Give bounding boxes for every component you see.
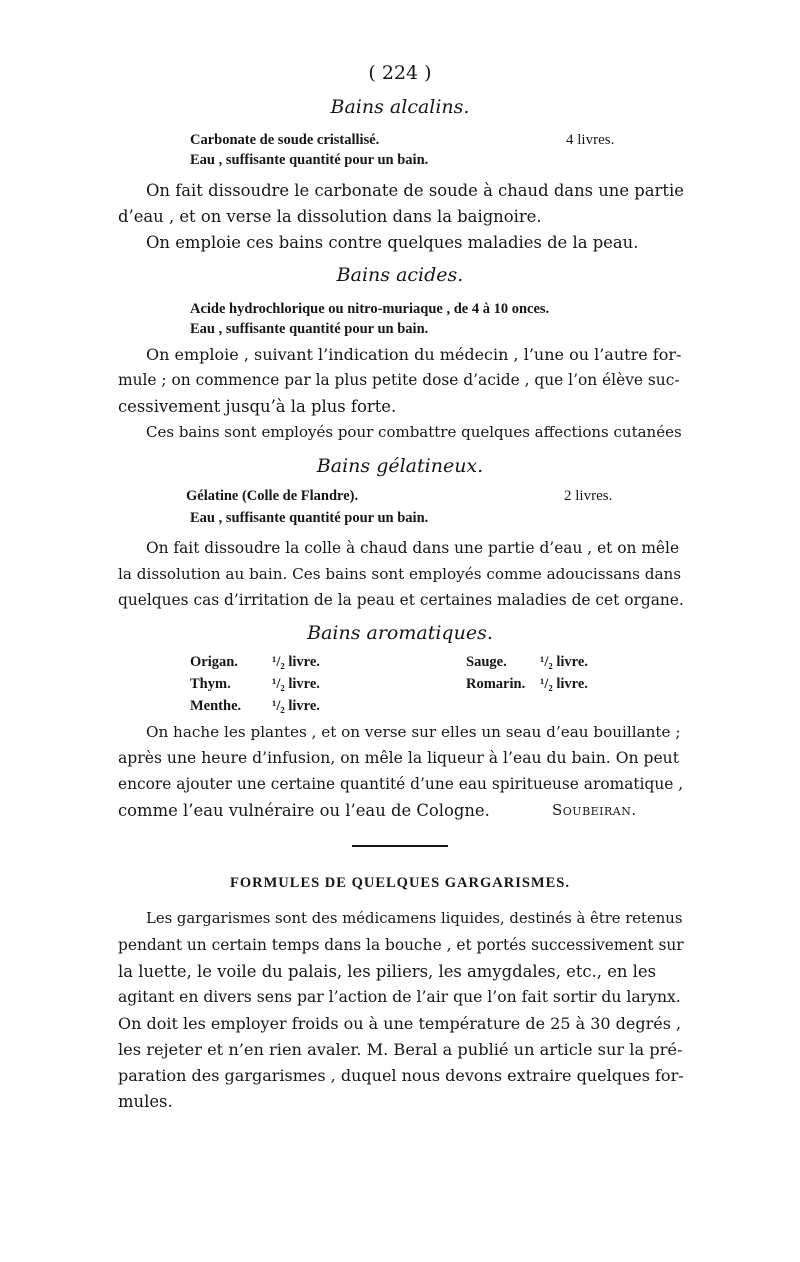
paragraph-line: On fait dissoudre la colle à chaud dans une partie d’eau , et on mêle bbox=[146, 539, 680, 557]
ingredient-name: Eau , suffisante quantité pour un bain. bbox=[190, 510, 429, 526]
paragraph-line: On emploie , suivant l’indication du médecin , l’une ou l’autre for- bbox=[146, 345, 682, 364]
paragraph-line: On hache les plantes , et on verse sur elles un seau d’eau bouillante ; bbox=[146, 723, 681, 741]
ingredient-name: Gélatine (Colle de Flandre). bbox=[186, 488, 359, 504]
paragraph-line: On doit les employer froids ou à une température de 25 à 30 degrés , bbox=[118, 1014, 682, 1033]
paragraph-line: agitant en divers sens par l’action de l’air que l’on fait sortir du larynx. bbox=[118, 988, 681, 1006]
ingredient-name: Eau , suffisante quantité pour un bain. bbox=[190, 152, 429, 168]
paragraph-line: cessivement jusqu’à la plus forte. bbox=[118, 397, 397, 416]
plant-quantity: ¹/₂ livre. bbox=[540, 676, 588, 692]
plant-name: Romarin. bbox=[466, 676, 526, 692]
paragraph-line: Les gargarismes sont des médicamens liquides, destinés à être retenus bbox=[146, 910, 683, 927]
paragraph-line: après une heure d’infusion, on mêle la liqueur à l’eau du bain. On peut bbox=[118, 749, 679, 767]
paragraph-line: mule ; on commence par la plus petite dose d’acide , que l’on élève suc- bbox=[118, 371, 680, 389]
section-title-alcalins: Bains alcalins. bbox=[330, 96, 470, 118]
section-title-gelatineux: Bains gélatineux. bbox=[316, 455, 484, 477]
ingredient-quantity: 2 livres. bbox=[564, 488, 613, 504]
paragraph-line: la luette, le voile du palais, les piliers, les amygdales, etc., en les bbox=[118, 962, 657, 981]
paragraph-line: d’eau , et on verse la dissolution dans la baignoire. bbox=[118, 207, 542, 226]
paragraph-line: la dissolution au bain. Ces bains sont employés comme adoucissans dans bbox=[118, 565, 682, 583]
plant-quantity: ¹/₂ livre. bbox=[272, 698, 320, 714]
plant-quantity: ¹/₂ livre. bbox=[272, 654, 320, 670]
paragraph-line: encore ajouter une certaine quantité d’une eau spiritueuse aromatique , bbox=[118, 775, 684, 793]
paragraph-line: Ces bains sont employés pour combattre quelques affections cutanées bbox=[146, 423, 682, 441]
plant-quantity: ¹/₂ livre. bbox=[272, 676, 320, 692]
ingredient-line: Acide hydrochlorique ou nitro-muriaque , de 4 à 10 onces. bbox=[190, 301, 550, 317]
section-heading-gargarismes: FORMULES DE QUELQUES GARGARISMES. bbox=[230, 875, 570, 891]
ingredient-quantity: 4 livres. bbox=[566, 132, 615, 148]
paragraph-line: quelques cas d’irritation de la peau et certaines maladies de cet organe. bbox=[118, 591, 684, 609]
section-divider bbox=[352, 845, 448, 847]
paragraph-line: comme l’eau vulnéraire ou l’eau de Cologne. bbox=[118, 801, 490, 820]
plant-name: Thym. bbox=[190, 676, 231, 692]
paragraph-line: On emploie ces bains contre quelques maladies de la peau. bbox=[146, 233, 639, 252]
paragraph-line: pendant un certain temps dans la bouche , et portés successivement sur bbox=[118, 936, 684, 954]
plant-quantity: ¹/₂ livre. bbox=[540, 654, 588, 670]
ingredient-line: Eau , suffisante quantité pour un bain. bbox=[190, 321, 429, 337]
plant-name: Origan. bbox=[190, 654, 238, 670]
paragraph-line: paration des gargarismes , duquel nous devons extraire quelques for- bbox=[118, 1066, 684, 1085]
plant-name: Menthe. bbox=[190, 698, 242, 714]
paragraph-line: On fait dissoudre le carbonate de soude à chaud dans une partie bbox=[146, 181, 684, 200]
author-signature: Soubeiran. bbox=[552, 801, 637, 819]
paragraph-line: les rejeter et n’en rien avaler. M. Beral a publié un article sur la pré- bbox=[118, 1040, 683, 1059]
plant-name: Sauge. bbox=[466, 654, 507, 670]
ingredient-name: Carbonate de soude cristallisé. bbox=[190, 132, 380, 148]
section-title-aromatiques: Bains aromatiques. bbox=[307, 622, 493, 644]
page-number: ( 224 ) bbox=[368, 62, 432, 84]
paragraph-line: mules. bbox=[118, 1092, 173, 1111]
section-title-acides: Bains acides. bbox=[336, 264, 464, 286]
